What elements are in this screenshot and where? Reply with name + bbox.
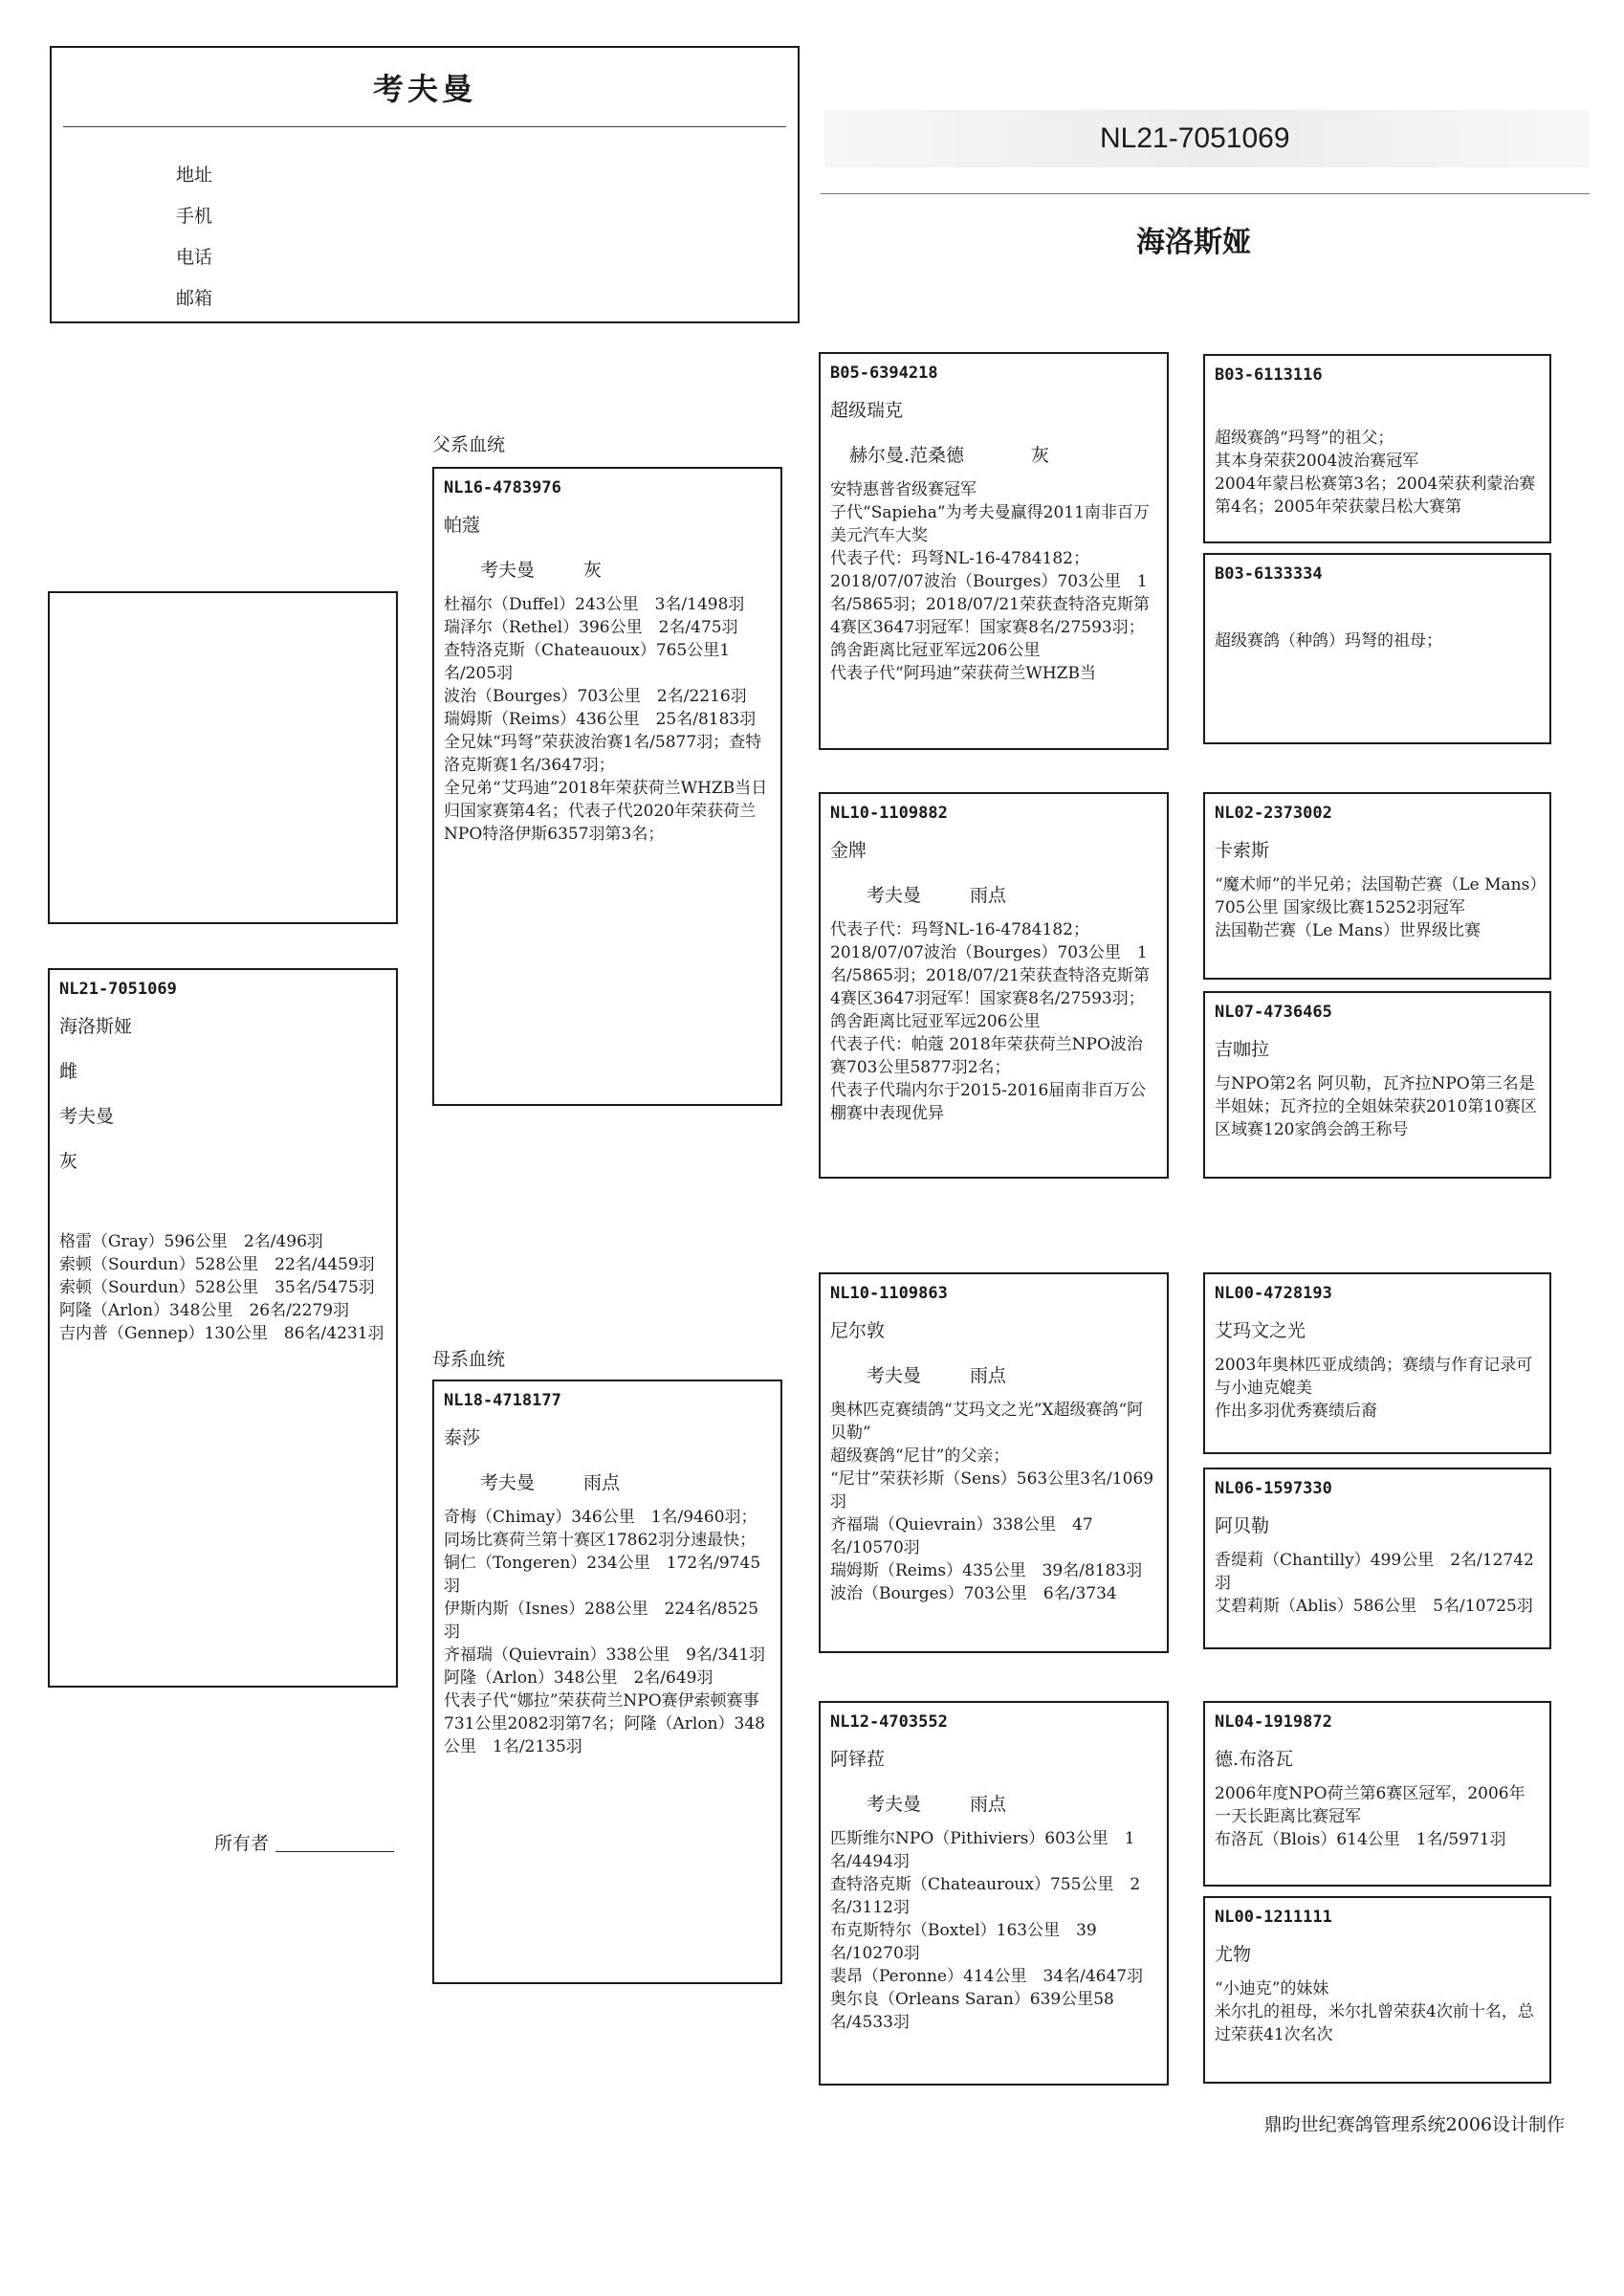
ddd-ring: NL00-1211111 — [1215, 1908, 1332, 1927]
photo-frame — [48, 591, 398, 924]
dam-text: 奇梅（Chimay）346公里 1名/9460羽；同场比赛荷兰第十赛区17862羽分速最快； 铜仁（Tongeren）234公里 172名/9745羽 伊斯内斯（Isnes）288公里 224名/8525羽 齐福瑞（Quievrain）338公里 9名/341羽 阿隆（Arlon）348公里 2名/649羽 代表子代“娜拉”荣获荷兰NPO赛伊索顿赛事731公里2082羽第7名；阿隆（Arlon）348公里 1名/2135羽 — [444, 1508, 766, 1756]
sire-dam-breeder: 考夫曼 — [867, 885, 922, 906]
dsd-text: 香缇莉（Chantilly）499公里 2名/12742羽 艾碧莉斯（Ablis）586公里 5名/10725羽 — [1215, 1551, 1534, 1616]
dam-dam-ring: NL12-4703552 — [830, 1712, 948, 1732]
sds-name: 卡索斯 — [1215, 840, 1270, 861]
sdd-card — [1203, 991, 1551, 1179]
dds-text: 2006年度NPO荷兰第6赛区冠军，2006年一天长距离比赛冠军 布洛瓦（Blois）614公里 1名/5971羽 — [1215, 1784, 1525, 1849]
owner-card-rule — [63, 126, 786, 127]
dss-name: 艾玛文之光 — [1215, 1320, 1306, 1341]
dam-sire-text: 奥林匹克赛绩鸽“艾玛文之光”X超级赛鸽“阿贝勒” 超级赛鸽“尼甘”的父亲； “尼甘”荣获衫斯（Sens）563公里3名/1069羽 齐福瑞（Quievrain）338公里 47名/10570羽 瑞姆斯（Reims）435公里 39名/8183羽 波治（Bourges）703公里 6名/3734 — [830, 1401, 1154, 1603]
dam-dam-breeder: 考夫曼 — [867, 1794, 922, 1815]
dss-card — [1203, 1272, 1551, 1454]
dds-ring: NL04-1919872 — [1215, 1712, 1332, 1732]
dam-sire-card — [819, 1272, 1169, 1653]
ssd-ring: B03-6133334 — [1215, 564, 1323, 584]
sire-color: 灰 — [583, 560, 603, 581]
dam-sire-breed — [830, 1361, 1157, 1387]
sire-sire-breed — [830, 441, 1157, 467]
subject-color: 灰 — [59, 1151, 78, 1172]
sss-card — [1203, 354, 1551, 543]
phone-label: 电话 — [176, 247, 213, 268]
dds-name: 德.布洛瓦 — [1215, 1749, 1294, 1770]
sire-dam-color: 雨点 — [970, 885, 1007, 906]
subject-sex: 雌 — [59, 1061, 78, 1082]
sire-sire-color: 灰 — [1031, 445, 1050, 466]
ssd-card — [1203, 553, 1551, 744]
sdd-ring: NL07-4736465 — [1215, 1003, 1332, 1022]
subject-results: 格雷（Gray）596公里 2名/496羽 索顿（Sourdun）528公里 22名/4459羽 索顿（Sourdun）528公里 35名/5475羽 阿隆（Arlon）348公里 26名/2279羽 吉内普（Gennep）130公里 86名/4231羽 — [59, 1232, 384, 1343]
ddd-text: “小迪克”的妹妹 米尔扎的祖母，米尔扎曾荣获4次前十名，总过荣获41次名次 — [1215, 1979, 1534, 2044]
dsd-ring: NL06-1597330 — [1215, 1479, 1332, 1498]
dam-card — [432, 1380, 782, 1984]
sire-dam-breed — [830, 881, 1157, 907]
dds-card — [1203, 1701, 1551, 1887]
dam-breeder: 考夫曼 — [480, 1472, 536, 1493]
sire-text: 杜福尔（Duffel）243公里 3名/1498羽 瑞泽尔（Rethel）396公里 2名/475羽 查特洛克斯（Chateauoux）765公里1名/205羽 波治（Bourges）703公里 2名/2216羽 瑞姆斯（Reims）436公里 25名/8183羽 全兄妹“玛弩”荣获波治赛1名/5877羽；查特洛克斯赛1名/3647羽； 全兄弟“艾玛迪”2018年荣获荷兰WHZB当日归国家赛第4名；代表子代2020年荣获荷兰NPO特洛伊斯6357羽第3名； — [444, 595, 768, 844]
dam-dam-text: 匹斯维尔NPO（Pithiviers）603公里 1名/4494羽 查特洛克斯（Chateauroux）755公里 2名/3112羽 布克斯特尔（Boxtel）163公里 39名/10270羽 裴昂（Peronne）414公里 34名/4647羽 奥尔良（Orleans Saran）639公里58名/4533羽 — [830, 1829, 1144, 2032]
ddd-name: 尤物 — [1215, 1944, 1252, 1965]
sdd-text: 与NPO第2名 阿贝勒，瓦齐拉NPO第三名是半姐妹；瓦齐拉的全姐妹荣获2010第10赛区区域赛120家鸽会鸽王称号 — [1215, 1074, 1537, 1139]
dam-dam-card — [819, 1701, 1169, 2086]
header-rule — [821, 193, 1590, 194]
dam-dam-color: 雨点 — [970, 1794, 1007, 1815]
dsd-card — [1203, 1468, 1551, 1649]
dsd-name: 阿贝勒 — [1215, 1515, 1270, 1536]
footer-credit: 鼎昀世纪赛鸽管理系统2006设计制作 — [1263, 2114, 1565, 2135]
sire-breed — [444, 556, 771, 582]
dam-breed — [444, 1468, 771, 1494]
sds-ring: NL02-2373002 — [1215, 804, 1332, 823]
sire-sire-ring: B05-6394218 — [830, 364, 938, 383]
sire-line-label: 父系血统 — [432, 434, 506, 455]
sire-name: 帕蔻 — [444, 515, 481, 536]
sds-card — [1203, 792, 1551, 980]
email-label: 邮箱 — [176, 288, 213, 309]
sire-dam-ring: NL10-1109882 — [830, 804, 948, 823]
sire-sire-card — [819, 352, 1169, 750]
dam-sire-breeder: 考夫曼 — [867, 1365, 922, 1386]
sire-card — [432, 467, 782, 1106]
dam-ring: NL18-4718177 — [444, 1391, 561, 1410]
mobile-label: 手机 — [176, 206, 213, 227]
dam-dam-name: 阿铎菈 — [830, 1749, 886, 1770]
dam-line-label: 母系血统 — [432, 1349, 506, 1370]
dam-color: 雨点 — [583, 1472, 621, 1493]
sire-sire-breeder: 赫尔曼.范桑德 — [849, 445, 965, 466]
ssd-text: 超级赛鸽（种鸽）玛弩的祖母； — [1215, 631, 1442, 651]
dam-sire-ring: NL10-1109863 — [830, 1284, 948, 1303]
dam-name: 泰莎 — [444, 1427, 481, 1448]
header-name: 海洛斯娅 — [1136, 226, 1251, 259]
dam-sire-name: 尼尔敦 — [830, 1320, 886, 1341]
owner-card-title: 考夫曼 — [372, 71, 476, 107]
ddd-card — [1203, 1896, 1551, 2084]
dam-sire-color: 雨点 — [970, 1365, 1007, 1386]
dss-text: 2003年奥林匹亚成绩鸽；赛绩与作育记录可与小迪克媲美 作出多羽优秀赛绩后裔 — [1215, 1356, 1533, 1421]
sire-dam-card — [819, 792, 1169, 1179]
sire-sire-text: 安特惠普省级赛冠军 子代“Sapieha”为考夫曼赢得2011南非百万美元汽车大奖 代表子代：玛弩NL-16-4784182；2018/07/07波治（Bourges）703公里 1名/5865羽；2018/07/21荣获查特洛克斯第4赛区3647羽冠军！国家赛8名/27593羽；鸽舍距离比冠亚军远206公里 代表子代“阿玛迪”荣获荷兰WHZB当 — [830, 480, 1150, 683]
owner-card — [50, 46, 800, 323]
sire-dam-name: 金牌 — [830, 840, 867, 861]
subject-ring: NL21-7051069 — [59, 980, 177, 999]
sire-dam-text: 代表子代：玛弩NL-16-4784182；2018/07/07波治（Bourges）703公里 1名/5865羽；2018/07/21荣获查特洛克斯第4赛区3647羽冠军！国家赛8名/27593羽；鸽舍距离比冠亚军远206公里 代表子代：帕蔻 2018年荣获荷兰NPO波治赛703公里5877羽2名； 代表子代瑞内尔于2015-2016届南非百万公棚赛中表现优异 — [830, 920, 1150, 1123]
sds-text: “魔术师”的半兄弟；法国勒芒赛（Le Mans）705公里 国家级比赛15252羽冠军 法国勒芒赛（Le Mans）世界级比赛 — [1215, 875, 1538, 940]
sdd-name: 吉咖拉 — [1215, 1039, 1270, 1060]
sire-ring: NL16-4783976 — [444, 478, 561, 497]
subject-card — [48, 968, 398, 1688]
subject-name: 海洛斯娅 — [59, 1016, 133, 1037]
dss-ring: NL00-4728193 — [1215, 1284, 1332, 1303]
subject-breeder: 考夫曼 — [59, 1106, 115, 1127]
owner-label: 所有者 — [214, 1833, 270, 1854]
header-ring: NL21-7051069 — [1100, 122, 1290, 154]
owner-underline — [275, 1851, 394, 1852]
dam-dam-breed — [830, 1790, 1157, 1816]
sire-breeder: 考夫曼 — [480, 560, 536, 581]
sss-ring: B03-6113116 — [1215, 365, 1323, 385]
sire-sire-name: 超级瑞克 — [830, 400, 904, 421]
sss-text: 超级赛鸽“玛弩”的祖父； 其本身荣获2004波治赛冠军 2004年蒙吕松赛第3名；2004荣获利蒙治赛第4名；2005年荣获蒙吕松大赛第 — [1215, 429, 1536, 517]
address-label: 地址 — [176, 165, 213, 186]
